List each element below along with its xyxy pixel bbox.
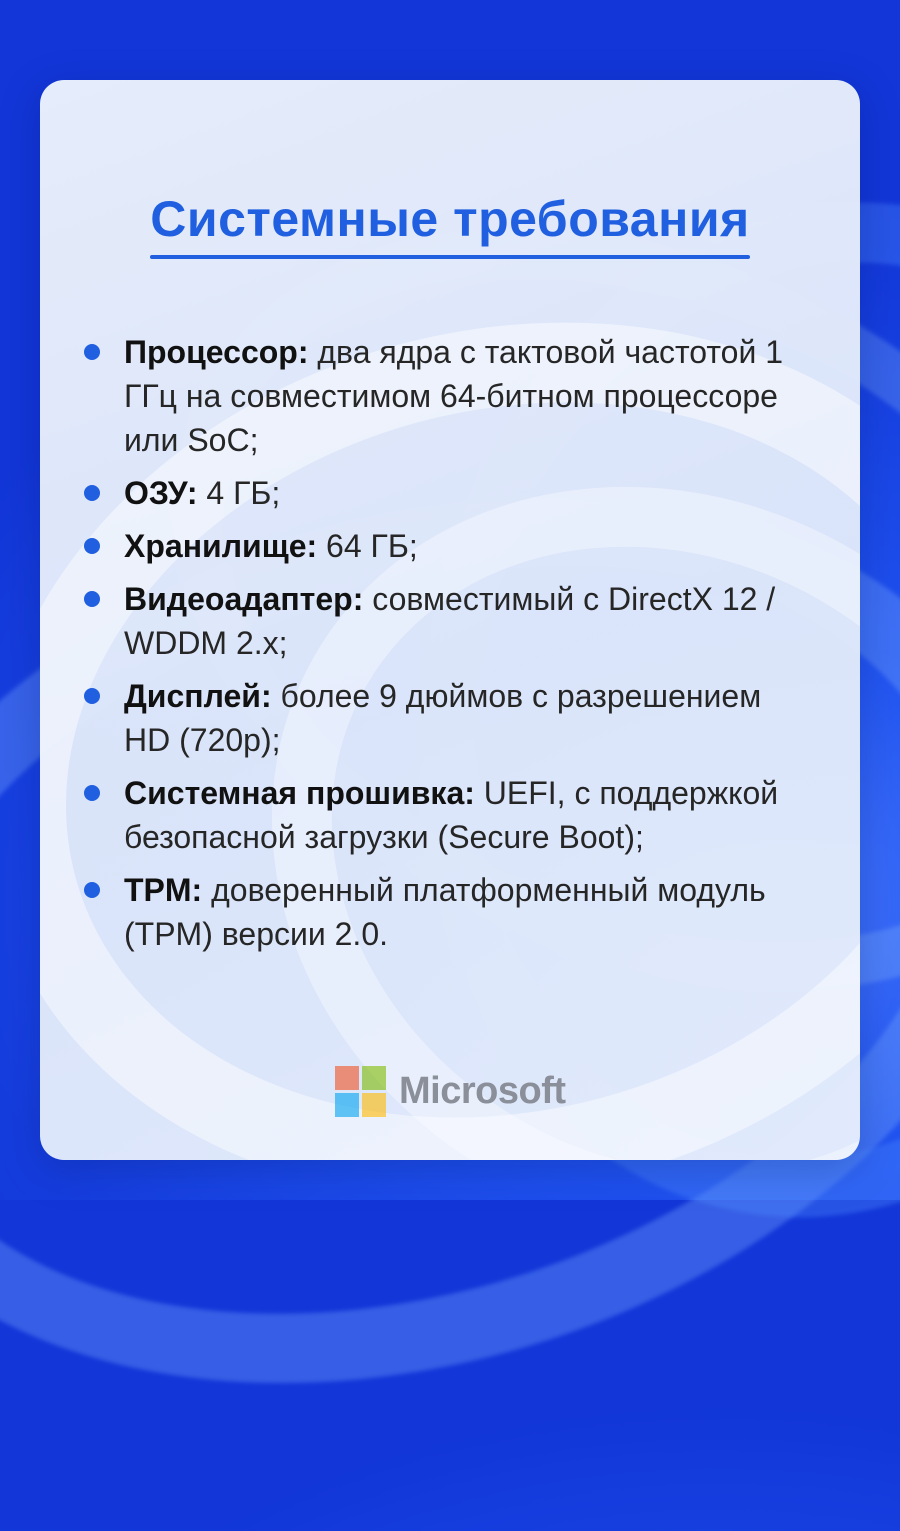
requirement-value: 4 ГБ; (197, 475, 281, 511)
requirement-label: Видеоадаптер: (124, 581, 364, 617)
bullet-icon (84, 344, 100, 360)
microsoft-logo-icon (335, 1066, 386, 1117)
requirement-value: совместимый с DirectX 12 / WDDM 2.x; (124, 581, 776, 661)
requirement-item (84, 471, 804, 515)
requirement-label: Дисплей: (124, 678, 272, 714)
bullet-icon (84, 485, 100, 501)
requirement-label: Процессор: (124, 334, 309, 370)
requirement-item (84, 524, 804, 568)
requirements-card (40, 80, 860, 1160)
page-title: Системные требования (150, 191, 750, 247)
bullet-icon (84, 785, 100, 801)
requirement-item (84, 771, 804, 859)
bullet-icon (84, 688, 100, 704)
requirement-value: 64 ГБ; (317, 528, 418, 564)
microsoft-wordmark: Microsoft (399, 1069, 566, 1112)
requirement-value: два ядра с тактовой частотой 1 ГГц на совместимом 64-битном процессоре или SoC; (124, 334, 784, 458)
requirement-label: ОЗУ: (124, 475, 198, 511)
requirement-item (84, 577, 804, 665)
requirement-label: TPM: (124, 872, 203, 908)
microsoft-logo (335, 1065, 566, 1117)
requirement-value: UEFI, с поддержкой безопасной загрузки (Secure Boot); (124, 775, 779, 855)
title-underline (150, 255, 750, 259)
bullet-icon (84, 591, 100, 607)
requirement-item (84, 330, 804, 462)
requirement-label: Системная прошивка: (124, 775, 475, 811)
requirements-list (84, 330, 804, 965)
bullet-icon (84, 538, 100, 554)
requirement-value: доверенный платформенный модуль (TPM) версии 2.0. (124, 872, 766, 952)
requirement-item (84, 674, 804, 762)
requirement-label: Хранилище: (124, 528, 318, 564)
bullet-icon (84, 882, 100, 898)
requirement-value: более 9 дюймов с разрешением HD (720p); (124, 678, 762, 758)
requirement-item (84, 868, 804, 956)
